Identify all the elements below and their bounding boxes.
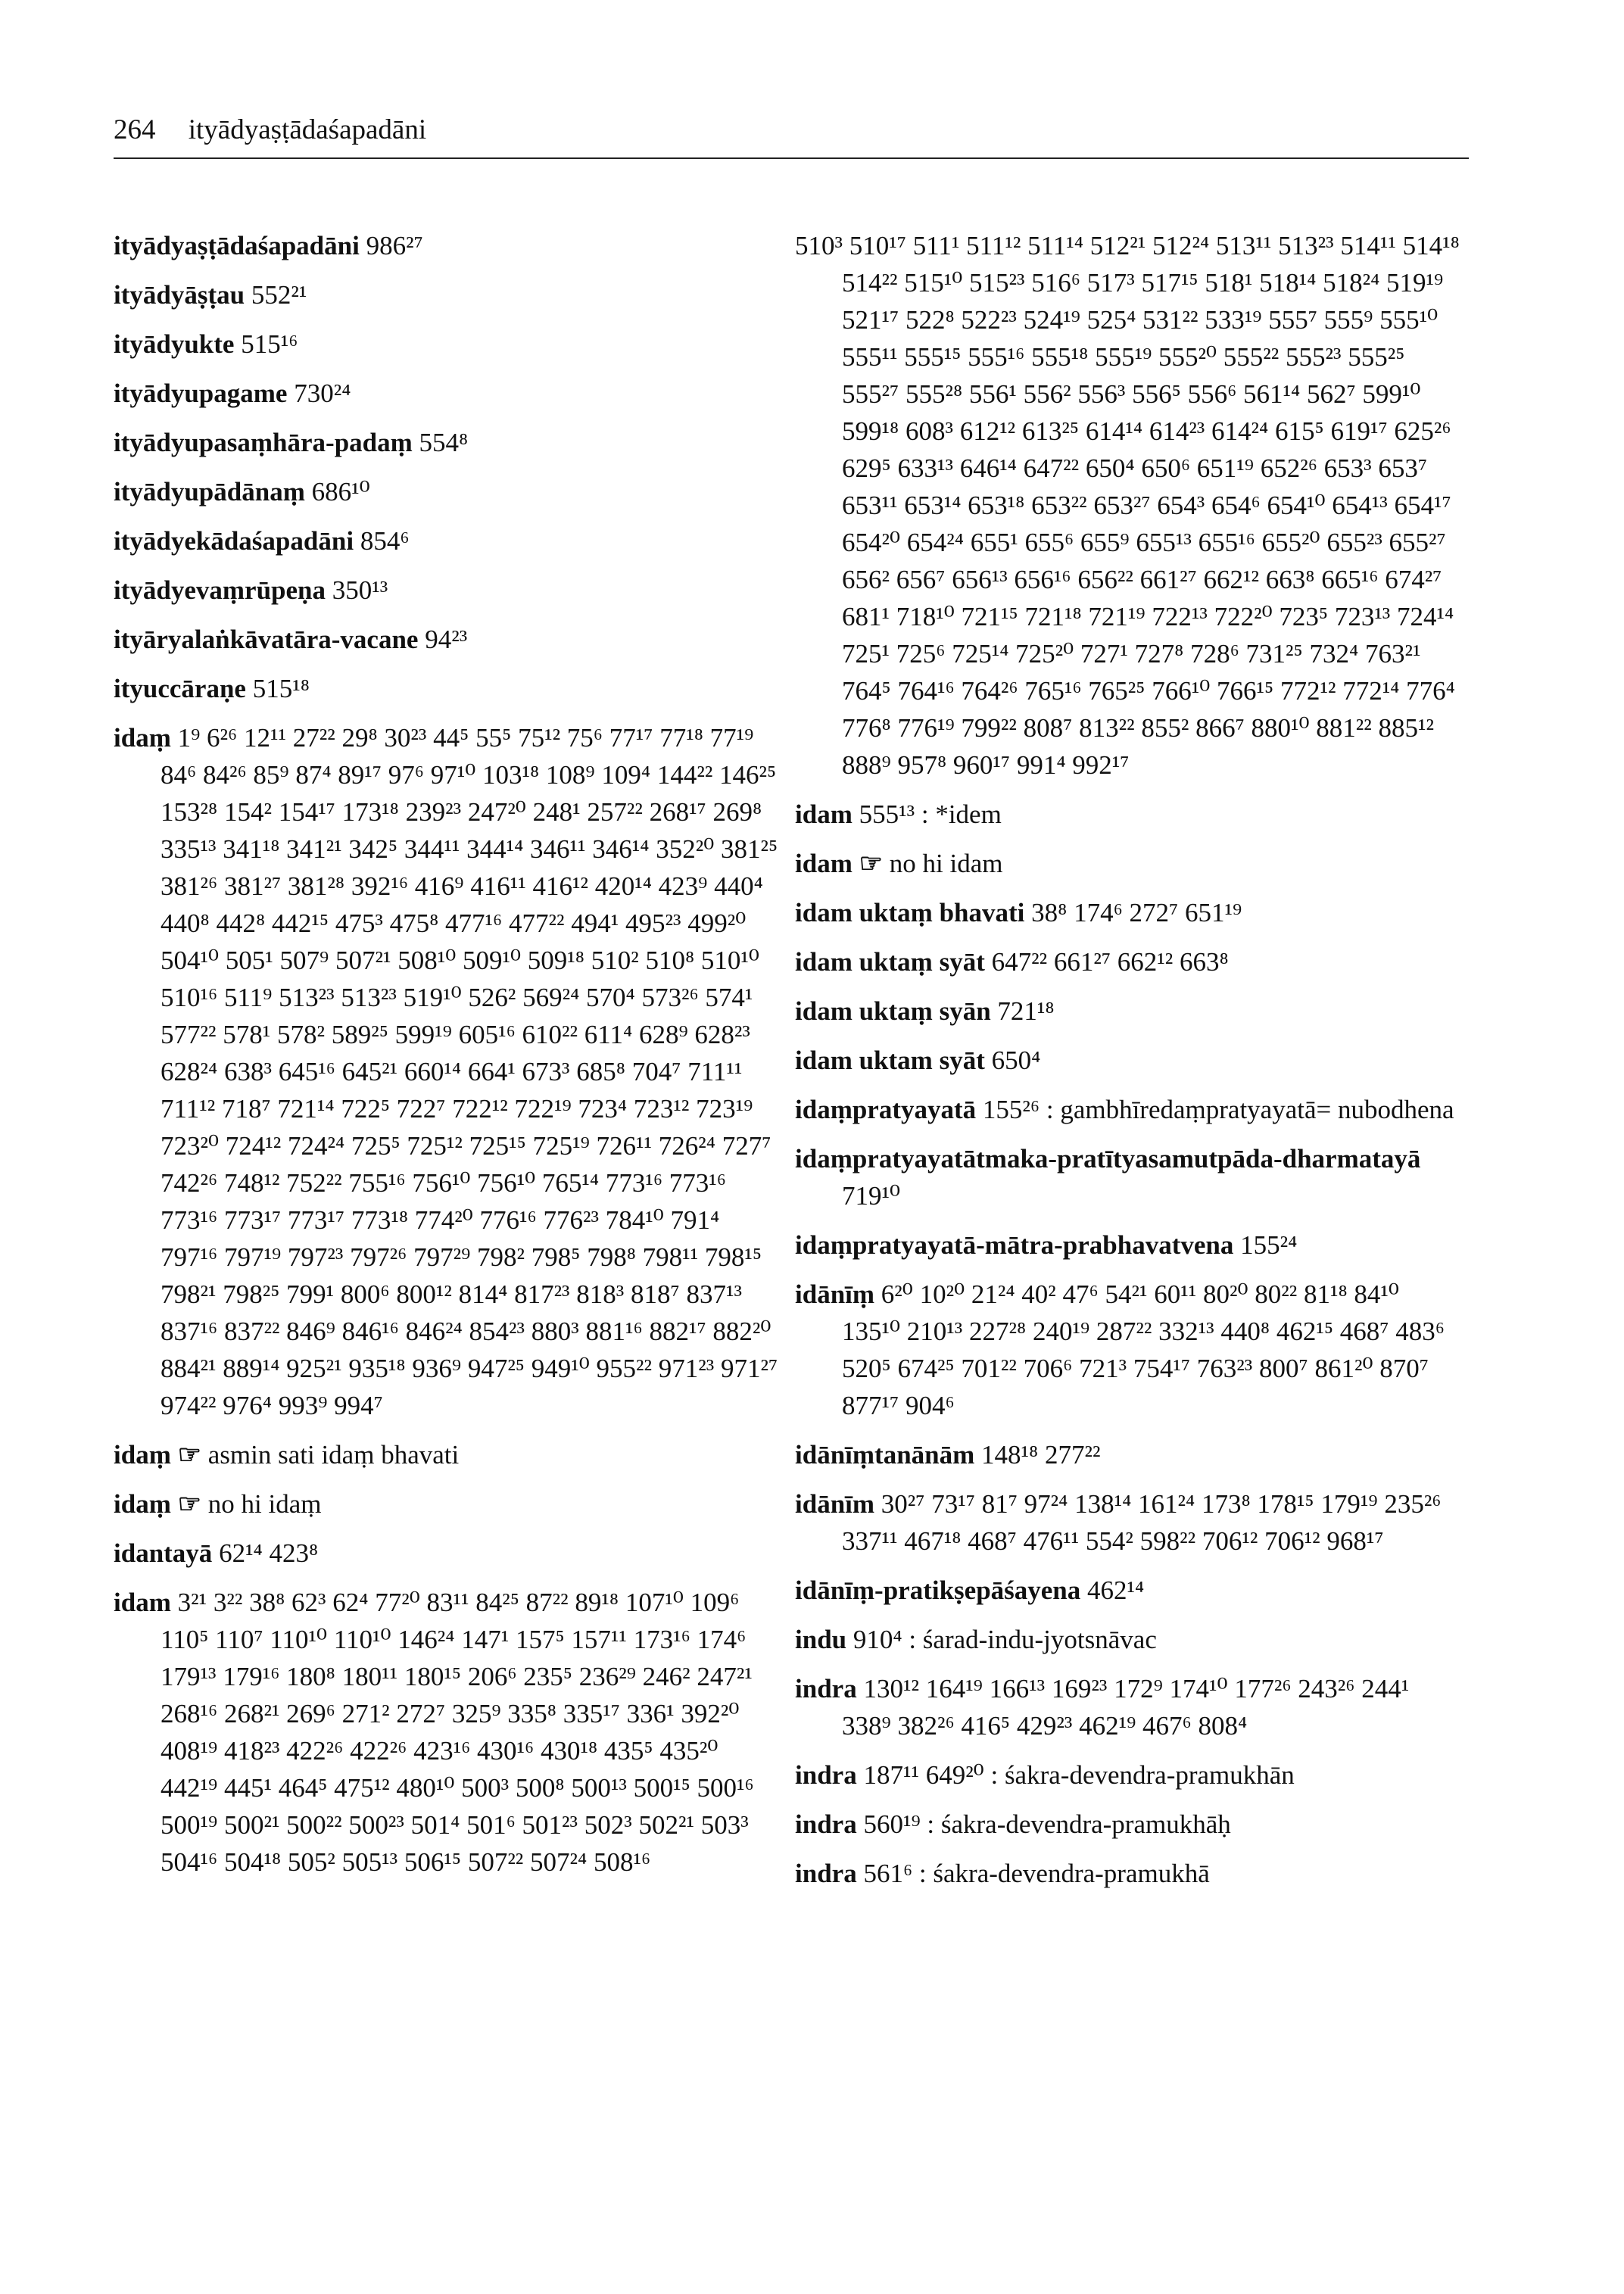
- entry-headword: ityādyupagame: [114, 379, 288, 408]
- entry-headword: idaṃ: [114, 1440, 171, 1470]
- entry-headword: idam: [114, 1588, 171, 1617]
- index-entry: [795, 1670, 1461, 1744]
- entry-references: 155²⁶ : gambhīredaṃpratyayatā= nubodhena: [982, 1095, 1454, 1124]
- entry-references: 38⁸ 174⁶ 272⁷ 651¹⁹: [1031, 898, 1242, 927]
- entry-references: 647²² 661²⁷ 662¹² 663⁸: [991, 947, 1229, 977]
- entry-references: 730²⁴: [294, 379, 351, 408]
- entry-headword: indra: [795, 1760, 857, 1790]
- entry-headword: ityādyaṣṭādaśapadāni: [114, 231, 360, 260]
- index-entry: [114, 719, 780, 1424]
- index-entry: [114, 424, 780, 461]
- entry-references: 130¹² 164¹⁹ 166¹³ 169²³ 172⁹ 174¹⁰ 177²⁶ 243²⁶ 244¹ 338⁹ 382²⁶ 416⁵ 429²³ 462¹⁹ 467⁶ 808⁴: [842, 1674, 1410, 1741]
- entry-references: 552²¹: [251, 280, 307, 310]
- entry-headword: ityādyevaṃrūpeṇa: [114, 575, 326, 605]
- index-entry: [795, 1756, 1461, 1794]
- index-entry: [795, 227, 1461, 784]
- entry-references: 350¹³: [332, 575, 388, 605]
- entry-headword: idam uktam syāt: [795, 1046, 985, 1075]
- index-entry: [795, 1042, 1461, 1079]
- entry-references: 650⁴: [991, 1046, 1041, 1075]
- entry-headword: indu: [795, 1625, 847, 1654]
- index-entry: [795, 894, 1461, 931]
- entry-headword: idānīṃ: [795, 1279, 875, 1309]
- index-entry: [795, 845, 1461, 882]
- entry-references: 155²⁴: [1240, 1230, 1298, 1260]
- entry-references: 686¹⁰: [311, 477, 370, 506]
- index-entry: [795, 1091, 1461, 1128]
- entry-references: 62¹⁴ 423⁸: [219, 1538, 319, 1568]
- entry-references: 187¹¹ 649²⁰ : śakra-devendra-pramukhān: [863, 1760, 1295, 1790]
- entry-headword: idānīṃ-pratikṣepāśayena: [795, 1576, 1081, 1605]
- entry-references: 3²¹ 3²² 38⁸ 62³ 62⁴ 77²⁰ 83¹¹ 84²⁵ 87²² 89¹⁸ 107¹⁰ 109⁶ 110⁵ 110⁷ 110¹⁰ 110¹⁰ 146²⁴ 147¹ 157⁵ 157¹¹ 173¹⁶ 174⁶ 179¹³ 179¹⁶ 180⁸ 180¹¹ 180¹⁵ 206⁶ 235⁵ 236²⁹ 246² 247²¹ 268¹⁶ 268²¹ 269⁶ 271² 272⁷ 325⁹ 335⁸ 335¹⁷ 336¹ 392²⁰ 408¹⁹ 418²³ 422²⁶ 422²⁶ 423¹⁶ 430¹⁶ 430¹⁸ 435⁵ 435²⁰ 442¹⁹ 445¹ 464⁵ 475¹² 480¹⁰ 500³ 500⁸ 500¹³ 500¹⁵ 500¹⁶ 500¹⁹ 500²¹ 500²² 500²³ 501⁴ 501⁶ 501²³ 502³ 502²¹ 503³ 504¹⁶ 504¹⁸ 505² 505¹³ 506¹⁵ 507²² 507²⁴ 508¹⁶: [161, 1588, 754, 1877]
- entry-headword: ityādyupādānaṃ: [114, 477, 305, 506]
- entry-references: 510³ 510¹⁷ 511¹ 511¹² 511¹⁴ 512²¹ 512²⁴ 513¹¹ 513²³ 514¹¹ 514¹⁸ 514²² 515¹⁰ 515²³ 516⁶ 517³ 517¹⁵ 518¹ 518¹⁴ 518²⁴ 519¹⁹ 521¹⁷ 522⁸ 522²³ 524¹⁹ 525⁴ 531²² 533¹⁹ 555⁷ 555⁹ 555¹⁰ 555¹¹ 555¹⁵ 555¹⁶ 555¹⁸ 555¹⁹ 555²⁰ 555²² 555²³ 555²⁵ 555²⁷ 555²⁸ 556¹ 556² 556³ 556⁵ 556⁶ 561¹⁴ 562⁷ 599¹⁰ 599¹⁸ 608³ 612¹² 613²⁵ 614¹⁴ 614²³ 614²⁴ 615⁵ 619¹⁷ 625²⁶ 629⁵ 633¹³ 646¹⁴ 647²² 650⁴ 650⁶ 651¹⁹ 652²⁶ 653³ 653⁷ 653¹¹ 653¹⁴ 653¹⁸ 653²² 653²⁷ 654³ 654⁶ 654¹⁰ 654¹³ 654¹⁷ 654²⁰ 654²⁴ 655¹ 655⁶ 655⁹ 655¹³ 655¹⁶ 655²⁰ 655²³ 655²⁷ 656² 656⁷ 656¹³ 656¹⁶ 656²² 661²⁷ 662¹² 663⁸ 665¹⁶ 674²⁷ 681¹ 718¹⁰ 721¹⁵ 721¹⁸ 721¹⁹ 722¹³ 722²⁰ 723⁵ 723¹³ 724¹⁴ 725¹ 725⁶ 725¹⁴ 725²⁰ 727¹ 727⁸ 728⁶ 731²⁵ 732⁴ 763²¹ 764⁵ 764¹⁶ 764²⁶ 765¹⁶ 765²⁵ 766¹⁰ 766¹⁵ 772¹² 772¹⁴ 776⁴ 776⁸ 776¹⁹ 799²² 808⁷ 813²² 855² 866⁷ 880¹⁰ 881²² 885¹² 888⁹ 957⁸ 960¹⁷ 991⁴ 992¹⁷: [795, 231, 1460, 780]
- entry-references: 30²⁷ 73¹⁷ 81⁷ 97²⁴ 138¹⁴ 161²⁴ 173⁸ 178¹⁵ 179¹⁹ 235²⁶ 337¹¹ 467¹⁸ 468⁷ 476¹¹ 554² 598²² 706¹² 706¹² 968¹⁷: [842, 1489, 1442, 1556]
- entry-references: 560¹⁹ : śakra-devendra-pramukhāḥ: [863, 1809, 1231, 1839]
- entry-headword: ityāryalaṅkāvatāra-vacane: [114, 625, 419, 654]
- index-entry: [114, 326, 780, 363]
- entry-headword: indra: [795, 1859, 857, 1888]
- entry-headword: idam: [795, 849, 853, 878]
- entry-headword: ityādyupasaṃhāra-padaṃ: [114, 428, 413, 457]
- index-entry: [114, 1485, 780, 1523]
- entry-references: 986²⁷: [366, 231, 423, 260]
- entry-references: 462¹⁴: [1087, 1576, 1145, 1605]
- entry-headword: idaṃpratyayatā-mātra-prabhavatvena: [795, 1230, 1234, 1260]
- entry-headword: idaṃpratyayatātmaka-pratītyasamutpāda-dharmatayā: [795, 1144, 1421, 1173]
- entry-references: 94²³: [425, 625, 468, 654]
- entry-headword: idaṃ: [114, 723, 171, 753]
- entry-references: asmin sati idaṃ bhavati: [207, 1440, 460, 1470]
- index-entry: [795, 943, 1461, 980]
- entry-headword: idam uktaṃ syāt: [795, 947, 985, 977]
- entry-headword: idaṃpratyayatā: [795, 1095, 977, 1124]
- index-entry: [795, 1572, 1461, 1609]
- running-title: ityādyaṣṭādaśapadāni: [188, 114, 427, 145]
- right-column: [795, 227, 1461, 1904]
- entry-headword: idaṃ: [114, 1489, 171, 1519]
- entry-references: 515¹⁶: [241, 329, 298, 359]
- index-entry: [114, 572, 780, 609]
- index-entry: [114, 621, 780, 658]
- index-entry: [795, 1140, 1461, 1214]
- entry-references: no hi idaṃ: [207, 1489, 322, 1519]
- index-entry: [795, 796, 1461, 833]
- entry-references: 554⁸: [419, 428, 469, 457]
- index-entry: [114, 1584, 780, 1881]
- index-entry: [114, 227, 780, 264]
- index-entry: [795, 1855, 1461, 1892]
- entry-references: 1⁹ 6²⁶ 12¹¹ 27²² 29⁸ 30²³ 44⁵ 55⁵ 75¹² 75⁶ 77¹⁷ 77¹⁸ 77¹⁹ 84⁶ 84²⁶ 85⁹ 87⁴ 89¹⁷ 97⁶ 97¹⁰ 103¹⁸ 108⁹ 109⁴ 144²² 146²⁵ 153²⁸ 154² 154¹⁷ 173¹⁸ 239²³ 247²⁰ 248¹ 257²² 268¹⁷ 269⁸ 335¹³ 341¹⁸ 341²¹ 342⁵ 344¹¹ 344¹⁴ 346¹¹ 346¹⁴ 352²⁰ 381²⁵ 381²⁶ 381²⁷ 381²⁸ 392¹⁶ 416⁹ 416¹¹ 416¹² 420¹⁴ 423⁹ 440⁴ 440⁸ 442⁸ 442¹⁵ 475³ 475⁸ 477¹⁶ 477²² 494¹ 495²³ 499²⁰ 504¹⁰ 505¹ 507⁹ 507²¹ 508¹⁰ 509¹⁰ 509¹⁸ 510² 510⁸ 510¹⁰ 510¹⁶ 511⁹ 513²³ 513²³ 519¹⁰ 526² 569²⁴ 570⁴ 573²⁶ 574¹ 577²² 578¹ 578² 589²⁵ 599¹⁹ 605¹⁶ 610²² 611⁴ 628⁹ 628²³ 628²⁴ 638³ 645¹⁶ 645²¹ 660¹⁴ 664¹ 673³ 685⁸ 704⁷ 711¹¹ 711¹² 718⁷ 721¹⁴ 722⁵ 722⁷ 722¹² 722¹⁹ 723⁴ 723¹² 723¹⁹ 723²⁰ 724¹² 724²⁴ 725⁵ 725¹² 725¹⁵ 725¹⁹ 726¹¹ 726²⁴ 727⁷ 742²⁶ 748¹² 752²² 755¹⁶ 756¹⁰ 756¹⁰ 765¹⁴ 773¹⁶ 773¹⁶ 773¹⁶ 773¹⁷ 773¹⁷ 773¹⁸ 774²⁰ 776¹⁶ 776²³ 784¹⁰ 791⁴ 797¹⁶ 797¹⁹ 797²³ 797²⁶ 797²⁹ 798² 798⁵ 798⁸ 798¹¹ 798¹⁵ 798²¹ 798²⁵ 799¹ 800⁶ 800¹² 814⁴ 817²³ 818³ 818⁷ 837¹³ 837¹⁶ 837²² 846⁹ 846¹⁶ 846²⁴ 854²³ 880³ 881¹⁶ 882¹⁷ 882²⁰ 884²¹ 889¹⁴ 925²¹ 935¹⁸ 936⁹ 947²⁵ 949¹⁰ 955²² 971²³ 971²⁷ 974²² 976⁴ 993⁹ 994⁷: [161, 723, 778, 1420]
- entry-headword: idānīm: [795, 1489, 875, 1519]
- entry-headword: idam uktaṃ syān: [795, 996, 991, 1026]
- entry-headword: ityuccāraṇe: [114, 674, 246, 703]
- index-entry: [795, 993, 1461, 1030]
- index-entry: [114, 473, 780, 510]
- index-entry: [114, 522, 780, 559]
- entry-headword: indra: [795, 1674, 857, 1703]
- index-entry: [795, 1436, 1461, 1473]
- entry-references: 555¹³ : *idem: [859, 799, 1002, 829]
- entry-headword: ityādyekādaśapadāni: [114, 526, 354, 556]
- index-entry: [114, 1436, 780, 1473]
- entry-headword: idam: [795, 799, 853, 829]
- index-entry: [114, 375, 780, 412]
- page-number: 264: [114, 114, 156, 145]
- index-entry: [114, 1535, 780, 1572]
- entry-references: 854⁶: [360, 526, 410, 556]
- entry-headword: idānīṃtanānām: [795, 1440, 975, 1470]
- entry-headword: idantayā: [114, 1538, 213, 1568]
- entry-references: no hi idam: [889, 849, 1003, 878]
- entry-headword: indra: [795, 1809, 857, 1839]
- index-entry: [795, 1276, 1461, 1424]
- index-entry: [795, 1806, 1461, 1843]
- entry-headword: idam uktaṃ bhavati: [795, 898, 1025, 927]
- index-entry: [114, 670, 780, 707]
- index-entry: [114, 276, 780, 313]
- header-rule: [114, 157, 1469, 159]
- entry-references: 515¹⁸: [252, 674, 310, 703]
- entry-references: 6²⁰ 10²⁰ 21²⁴ 40² 47⁶ 54²¹ 60¹¹ 80²⁰ 80²² 81¹⁸ 84¹⁰ 135¹⁰ 210¹³ 227²⁸ 240¹⁹ 287²² 332¹³ 440⁸ 462¹⁵ 468⁷ 483⁶ 520⁵ 674²⁵ 701²² 706⁶ 721³ 754¹⁷ 763²³ 800⁷ 861²⁰ 870⁷ 877¹⁷ 904⁶: [842, 1279, 1445, 1420]
- entry-references: 721¹⁸: [997, 996, 1055, 1026]
- entry-references: 148¹⁸ 277²²: [981, 1440, 1101, 1470]
- entry-headword: ityādyāṣṭau: [114, 280, 245, 310]
- entry-references: 561⁶ : śakra-devendra-pramukhā: [863, 1859, 1210, 1888]
- running-header: [114, 114, 1469, 147]
- pointing-hand-icon: ☞: [177, 1489, 201, 1519]
- entry-headword: ityādyukte: [114, 329, 235, 359]
- index-entry: [795, 1226, 1461, 1264]
- index-entry: [795, 1485, 1461, 1560]
- pointing-hand-icon: ☞: [177, 1440, 201, 1470]
- pointing-hand-icon: ☞: [859, 849, 883, 878]
- left-column: [114, 227, 780, 1893]
- index-entry: [795, 1621, 1461, 1658]
- entry-references: 719¹⁰: [842, 1181, 901, 1211]
- entry-references: 910⁴ : śarad-indu-jyotsnāvac: [853, 1625, 1157, 1654]
